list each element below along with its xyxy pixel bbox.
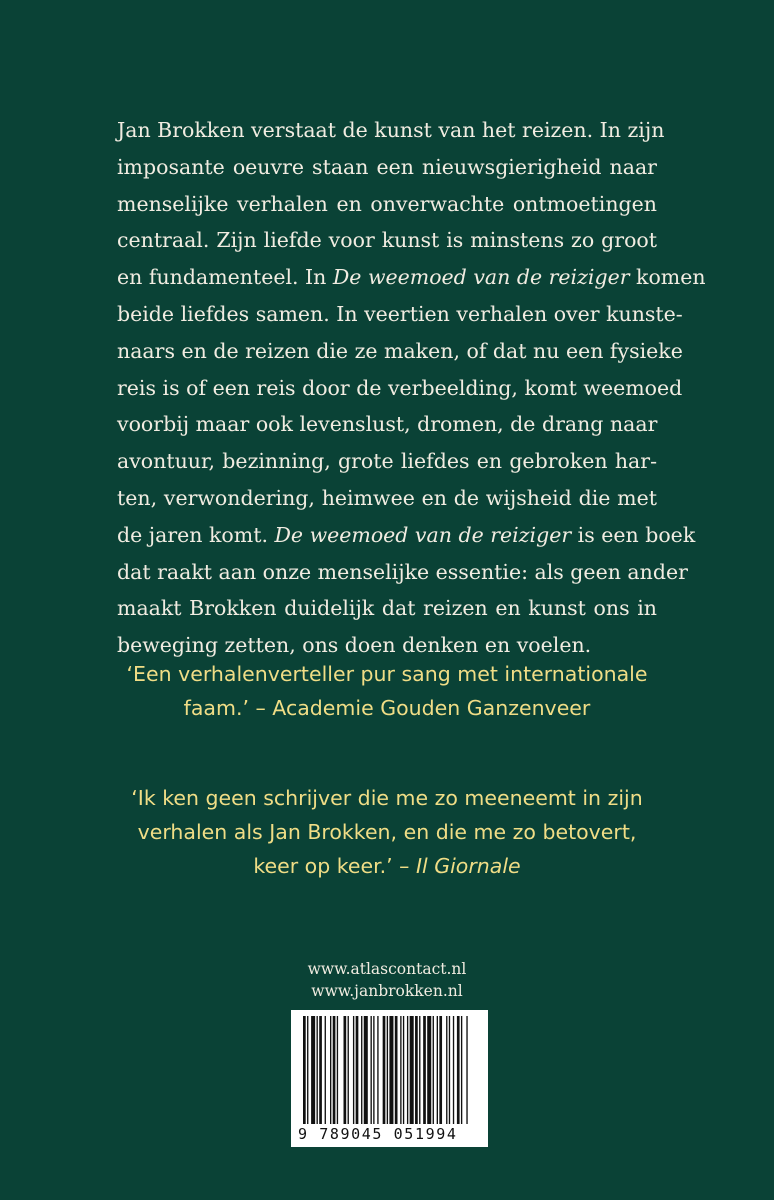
barcode-bar [387, 1016, 388, 1124]
blurb-line: menselijke verhalen en onverwachte ontmoetingen [117, 191, 657, 216]
barcode-bar [427, 1016, 431, 1124]
barcode-bar [348, 1016, 349, 1124]
barcode-bar [361, 1016, 362, 1124]
book-title-italic: De weemoed van de reiziger [332, 265, 630, 290]
blurb-fragment: is een boek [571, 522, 696, 547]
blurb-line: dat raakt aan onze menselijke essentie: als geen ander [117, 559, 688, 584]
publisher-url[interactable]: www.atlascontact.nl [307, 960, 467, 978]
blurb-fragment: de jaren komt. [117, 522, 275, 547]
barcode-bars [291, 1010, 488, 1128]
quote-fragment: keer op keer.’ – [253, 854, 416, 878]
barcode-bar [449, 1016, 450, 1124]
barcode-bar [330, 1016, 331, 1124]
barcode-bar [319, 1016, 322, 1124]
barcode-bar [446, 1016, 447, 1124]
barcode-bar [461, 1016, 462, 1124]
blurb-line: beweging zetten, ons doen denken en voelen. [117, 633, 592, 658]
blurb-line: voorbij maar ook levenslust, dromen, de drang naar [117, 412, 658, 437]
barcode-bar [364, 1016, 368, 1124]
barcode-bar [307, 1016, 308, 1124]
barcode-bar [325, 1016, 326, 1124]
barcode-bar [466, 1016, 467, 1124]
barcode-bar [373, 1016, 374, 1124]
blurb-line: centraal. Zijn liefde voor kunst is minstens zo groot [117, 228, 657, 253]
barcode-bar [377, 1016, 378, 1124]
barcode-bar [389, 1016, 393, 1124]
blurb-line: imposante oeuvre staan een nieuwsgierigheid naar [117, 154, 657, 179]
author-url[interactable]: www.janbrokken.nl [311, 982, 463, 1000]
barcode-bar [333, 1016, 336, 1124]
barcode-bar [371, 1016, 372, 1124]
review-quote-gouden-ganzenveer [0, 657, 774, 725]
book-title-italic: De weemoed van de reiziger [274, 522, 572, 547]
blurb-line: reis is of een reis door de verbeelding, komt weemoed [117, 375, 683, 400]
barcode-bar [407, 1016, 408, 1124]
barcode-bar [437, 1016, 438, 1124]
barcode-bar [317, 1016, 318, 1124]
quote-source-italic: Il Giornale [415, 854, 521, 878]
barcode-bar [353, 1016, 354, 1124]
barcode-bar [395, 1016, 398, 1124]
quote-line: ‘Een verhalenverteller pur sang met internationale [126, 662, 648, 686]
isbn-number: 9 789045 051994 [298, 1125, 458, 1143]
quote-line: verhalen als Jan Brokken, en die me zo betovert, [137, 820, 637, 844]
blurb-line: ten, verwondering, heimwee en de wijsheid die met [117, 485, 657, 510]
barcode-bar [410, 1016, 414, 1124]
barcode-bar [415, 1016, 418, 1124]
barcode-bar [453, 1016, 454, 1124]
isbn-barcode [291, 1010, 488, 1147]
barcode-bar [433, 1016, 434, 1124]
blurb-line [117, 259, 706, 296]
blurb-line [117, 517, 696, 554]
barcode-bar [303, 1016, 306, 1124]
blurb-line: avontuur, bezinning, grote liefdes en gebroken har- [117, 449, 657, 474]
barcode-bar [344, 1016, 347, 1124]
barcode-bar [423, 1016, 426, 1124]
quote-line: faam.’ – Academie Gouden Ganzenveer [183, 696, 591, 720]
website-urls [0, 958, 774, 1002]
quote-line: ‘Ik ken geen schrijver die me zo meeneemt in zijn [131, 786, 643, 810]
barcode-bar [383, 1016, 386, 1124]
barcode-bar [403, 1016, 404, 1124]
barcode-bar [400, 1016, 401, 1124]
blurb-text [117, 112, 706, 664]
barcode-bar [439, 1016, 442, 1124]
barcode-bar [356, 1016, 359, 1124]
quote-line [0, 849, 774, 883]
review-quote-il-giornale [0, 781, 774, 883]
barcode-bar [457, 1016, 460, 1124]
barcode-bar [311, 1016, 315, 1124]
blurb-fragment: en fundamenteel. In [117, 265, 333, 290]
barcode-bar [419, 1016, 420, 1124]
blurb-fragment: komen [629, 265, 706, 290]
blurb-line: naars en de reizen die ze maken, of dat nu een fysieke [117, 338, 683, 363]
blurb-line: maakt Brokken duidelijk dat reizen en kunst ons in [117, 596, 657, 621]
blurb-line: beide liefdes samen. In veertien verhalen over kunste- [117, 301, 683, 326]
barcode-bar [337, 1016, 338, 1124]
blurb-line: Jan Brokken verstaat de kunst van het reizen. In zijn [117, 118, 665, 142]
